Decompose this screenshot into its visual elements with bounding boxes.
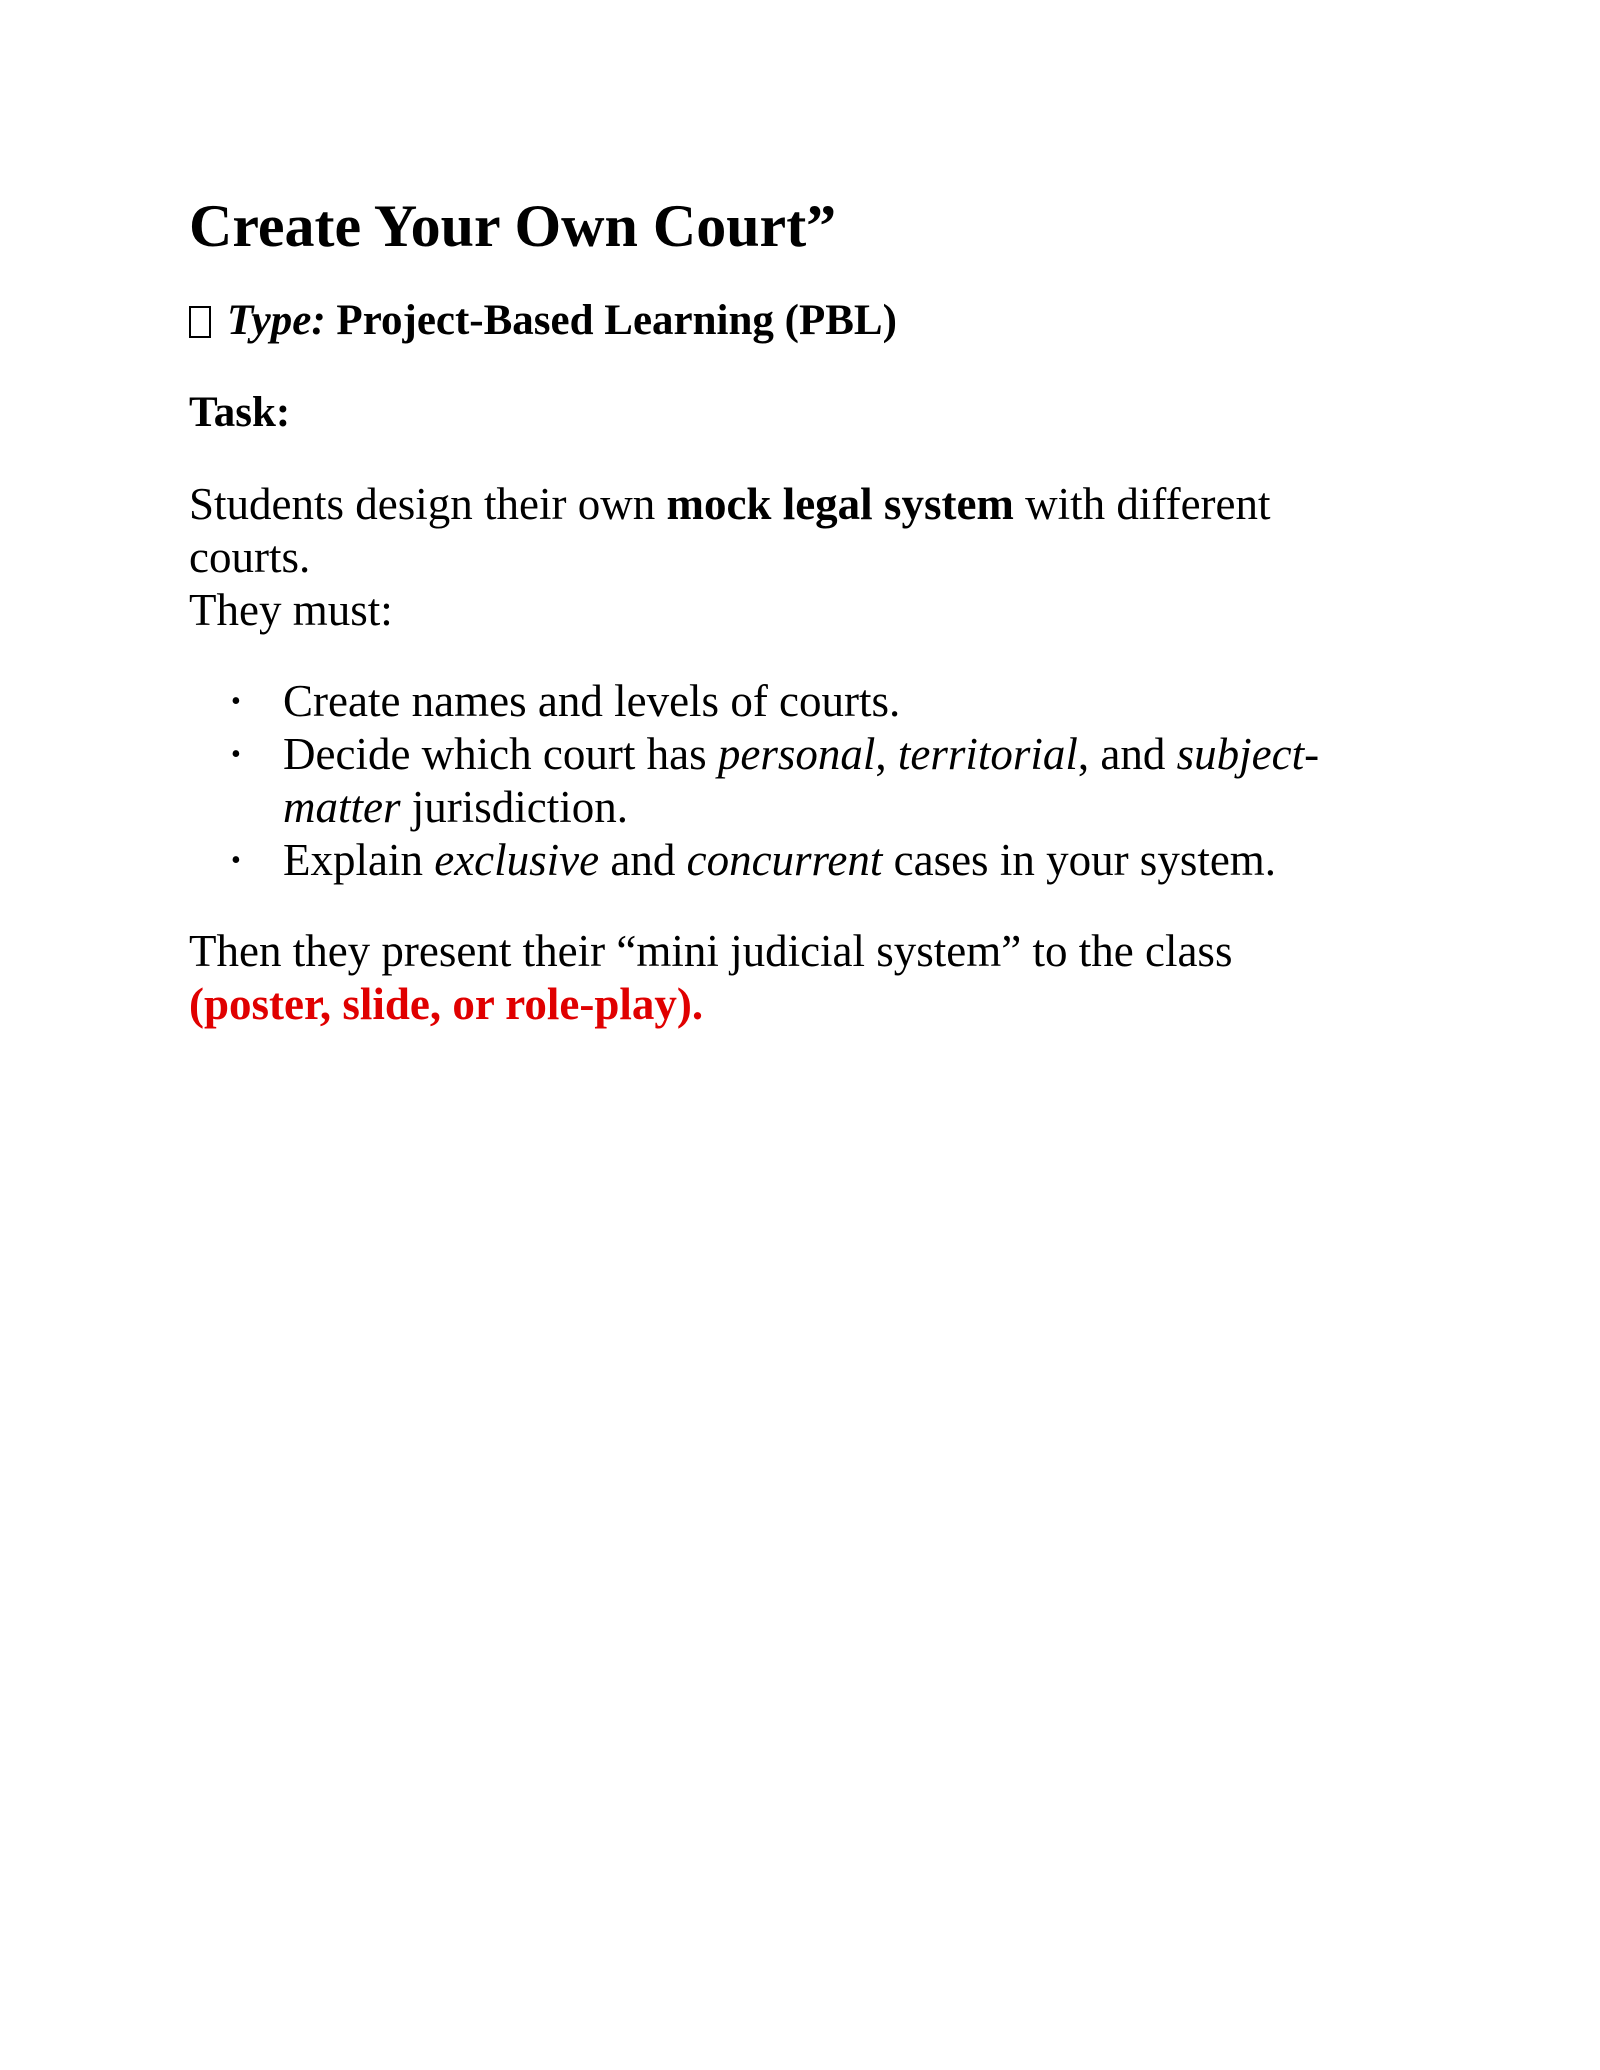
type-label: Type:: [227, 297, 326, 344]
list-item-text: jurisdiction.: [400, 782, 628, 832]
italic-term-exclusive: exclusive: [434, 835, 600, 885]
list-item-line-2: [283, 781, 1419, 834]
list-item-text: Explain: [283, 835, 435, 885]
list-item-text: and: [599, 835, 687, 885]
list-item-text: Decide which court has: [283, 729, 718, 779]
intro-text-part1: Students design their own: [189, 479, 667, 529]
list-item: [189, 728, 1419, 834]
type-line: [189, 294, 1419, 348]
intro-text-part2: with different: [1013, 479, 1271, 529]
italic-term-concurrent: concurrent: [686, 835, 883, 885]
italic-term-subject: subject-: [1176, 729, 1320, 779]
bullet-icon: •: [231, 686, 241, 717]
missing-glyph-icon: [189, 306, 211, 338]
document-page: [189, 186, 1419, 1031]
list-item: [189, 675, 1419, 728]
intro-line-2: courts.: [189, 532, 311, 582]
intro-bold-phrase: mock legal system: [666, 479, 1014, 529]
list-item-text: cases in your system.: [882, 835, 1277, 885]
list-item-line-1: [283, 728, 1419, 781]
list-item-text: Create names and levels of courts.: [283, 676, 901, 726]
bullet-icon: •: [231, 739, 241, 770]
intro-paragraph: [189, 478, 1419, 637]
italic-term-personal: personal: [717, 729, 876, 779]
task-heading: Task:: [189, 389, 291, 436]
list-item-text-line: [283, 834, 1419, 887]
italic-term-matter: matter: [283, 782, 401, 832]
intro-line-1: [189, 478, 1419, 531]
closing-highlight: (poster, slide, or role-play).: [189, 979, 704, 1029]
italic-term-territorial: territorial: [897, 729, 1078, 779]
closing-text: Then they present their “mini judicial system” to the class: [189, 926, 1233, 976]
list-item-separator: , and: [1077, 729, 1177, 779]
requirements-list: [189, 675, 1419, 887]
list-item-separator: ,: [875, 729, 898, 779]
closing-paragraph: [189, 925, 1419, 1031]
list-item: [189, 834, 1419, 887]
intro-line-3: They must:: [189, 585, 393, 635]
page-title: Create Your Own Court”: [189, 193, 837, 259]
type-value: Project-Based Learning (PBL): [325, 297, 897, 344]
bullet-icon: •: [231, 845, 241, 876]
